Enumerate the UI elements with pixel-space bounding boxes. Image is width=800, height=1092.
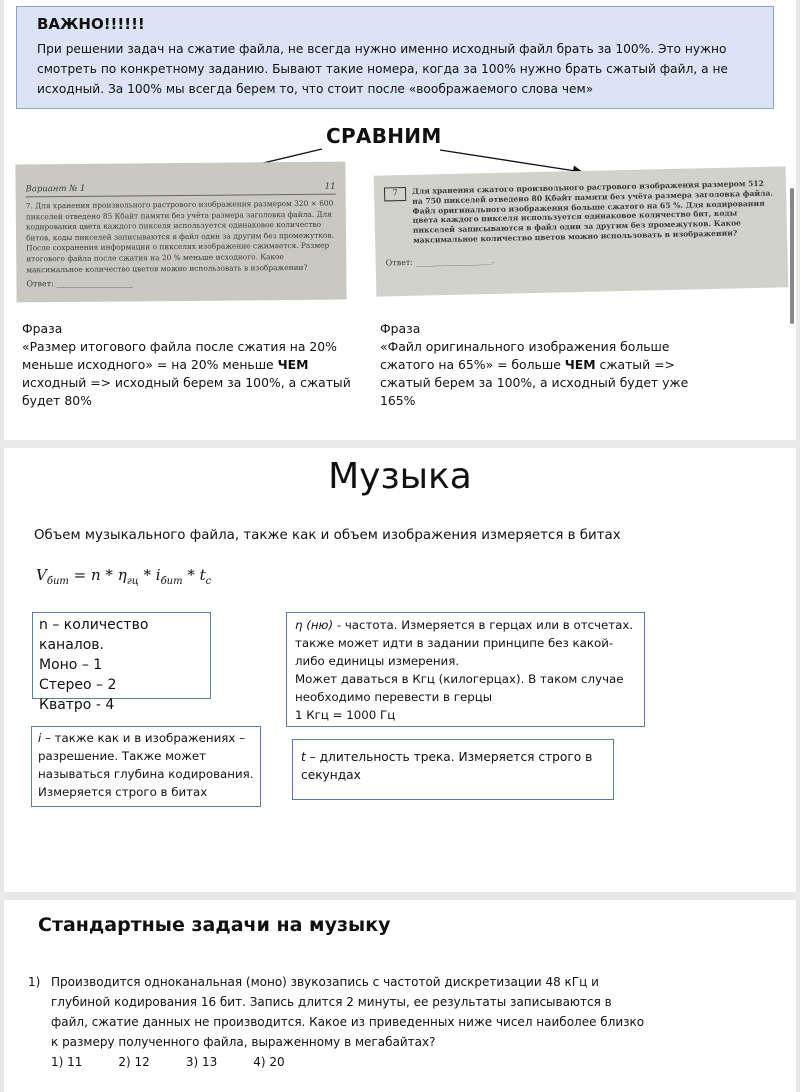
slide-music [4,448,796,892]
slide-compression [4,0,796,440]
frequency-box [286,612,645,727]
scan-task-text: Для хранения сжатого произвольного растрового изображения размером 512 на 750 пикселей отведено 80 Кбайт памяти без учёта размера заголовка файла. Файл оригинального изображения больше сжатого на 65 %. Для кодирования цвета каждого пикселя используется одинаковое количество бит, коды пикселей записываются в файл один за другим без промежутков. Какое максимальное количество цветов можно использовать в изображении? [411,178,774,245]
page-title: Музыка [328,456,472,497]
compare-arrows [4,0,796,190]
phrase-label: Фраза [22,321,63,336]
scanned-task-left [15,162,346,303]
answer-option: 4) 20 [253,1055,285,1069]
channels-line: Моно – 1 [39,657,103,673]
phrase-right [380,320,725,410]
frequency-conversion: 1 Кгц = 1000 Гц [295,708,396,722]
channels-line: Стерео – 2 [39,677,117,693]
resolution-text: – также как и в изображениях – разрешение. Также может называться глубина кодирования. Измеряется строго в битах [38,731,254,799]
important-text: При решении задач на сжатие файла, не всегда нужно именно исходный файл брать за 100%. Это нужно смотреть по конкретному заданию. Бывают такие номера, когда за 100% нужно брать сжатый файл, а не исходный. За 100% мы всегда берем то, что стоит после «воображаемого слова чем» [37,42,728,96]
scan-task-text: 7. Для хранения произвольного растрового изображения размером 320 × 600 пикселей отведено 85 Кбайт памяти без учёта размера заголовка файла. Для кодирования цвета каждого пикселя используется одинаковое количество битов, коды пикселей записываются в файл один за другим без промежутков. После сохранения информации о пикселях изображение сжимается. Размер итогового файла после сжатия на 20 % меньше исходного. Какое максимальное количество цветов можно использовать в изображении? [25,198,335,274]
phrase-text: «Файл оригинального изображения больше сжатого на 65%» = больше ЧЕМ сжатый => сжатый берем за 100%, а исходный будет уже 165% [380,339,689,408]
phrase-label: Фраза [380,321,421,336]
arrow-right [440,150,582,172]
answer-options [51,1052,648,1072]
answer-option: 2) 12 [118,1055,150,1069]
scan-answer-line: Ответ: ___________________ [26,278,133,289]
scan-task-head [384,179,777,247]
resolution-box: i – также как и в изображениях – разрешение. Также может называться глубина кодирования. Измеряется строго в битах [31,726,261,807]
intro-text: Объем музыкального файла, также как и объем изображения измеряется в битах [34,528,621,543]
phrase-keyword: ЧЕМ [564,357,596,372]
scan-answer-line: Ответ: ___________________. [385,255,495,268]
important-title: ВАЖНО!!!!!! [37,15,145,33]
scanned-task-right [374,166,789,296]
task-text: Производится одноканальная (моно) звукозапись с частотой дискретизации 48 кГц и глубиной кодирования 16 бит. Запись длится 2 минуты, ее результаты записываются в файл, сжатие данных не производится. Какое из приведенных ниже чисел наиболее близко к размеру полученного файла, выраженному в мегабайтах? [51,975,645,1049]
phrase-keyword: ЧЕМ [277,357,309,372]
answer-option: 1) 11 [51,1055,83,1069]
frequency-text: η (ню) - частота. Измеряется в герцах или в отсчетах. также может идти в задании принципе без какой-либо единицы измерения. [295,618,634,668]
compare-heading: СРАВНИМ [326,124,442,148]
channels-line: n – количество каналов. [39,617,149,653]
channels-line: Кватро - 4 [39,697,115,713]
scan-variant-label: Вариант № 1 [25,183,86,195]
scan-task-number: 7 [384,187,406,201]
scan-page-number: 11 [324,181,336,192]
task-number: 1) [28,975,41,989]
slide-music-tasks [4,900,796,1092]
answer-option: 3) 13 [185,1055,218,1069]
task-item [28,972,648,1072]
duration-text: – длительность трека. Измеряется строго в секундах [301,750,593,782]
volume-formula: $V_{бит} = n * \eta_{гц} * i_{бит} * t_с$ [36,566,212,587]
duration-box: t – длительность трека. Измеряется строго в секундах [292,739,614,800]
phrase-left [22,320,352,410]
phrase-text: «Размер итогового файла после сжатия на 20% меньше исходного» = на 20% меньше ЧЕМ исходный => исходный берем за 100%, а сжатый будет 80% [22,339,351,408]
scrollbar[interactable] [790,188,794,324]
channels-box [32,612,211,713]
frequency-khz-text: Может даваться в Кгц (килогерцах). В таком случае необходимо перевести в герцы [295,672,624,704]
section-title: Стандартные задачи на музыку [38,914,391,936]
scan-variant-row [26,182,336,198]
